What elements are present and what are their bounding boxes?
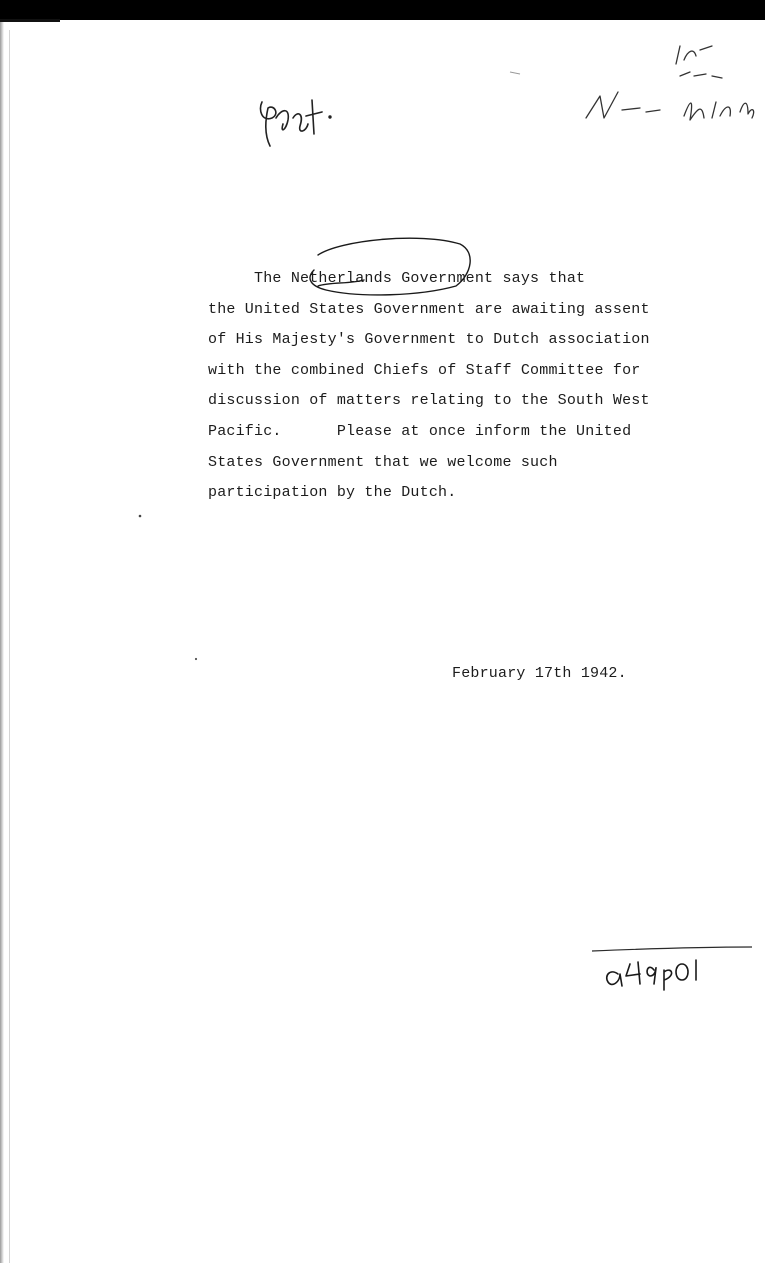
- body-line: discussion of matters relating to the South West: [208, 392, 650, 410]
- handwritten-reference-code: [607, 960, 696, 990]
- letter-date: February 17th 1942.: [452, 665, 627, 682]
- handwritten-initials: [260, 100, 330, 146]
- handwritten-note-top-right: [586, 46, 754, 120]
- scan-speck: [139, 515, 142, 518]
- scan-speck: [510, 72, 520, 74]
- scan-speck: [195, 658, 197, 660]
- body-line: with the combined Chiefs of Staff Committee for: [208, 361, 641, 379]
- body-line: of His Majesty's Government to Dutch association: [208, 331, 650, 349]
- body-line: Pacific. Please at once inform the United: [208, 422, 632, 440]
- ink-circle-annotation: [310, 238, 470, 295]
- body-line: The Netherlands Government says that: [208, 270, 586, 287]
- body-line: the United States Government are awaiting assent: [208, 300, 650, 318]
- handwritten-underline: [592, 947, 752, 951]
- body-line: States Government that we welcome such: [208, 453, 558, 471]
- body-line: participation by the Dutch.: [208, 484, 457, 502]
